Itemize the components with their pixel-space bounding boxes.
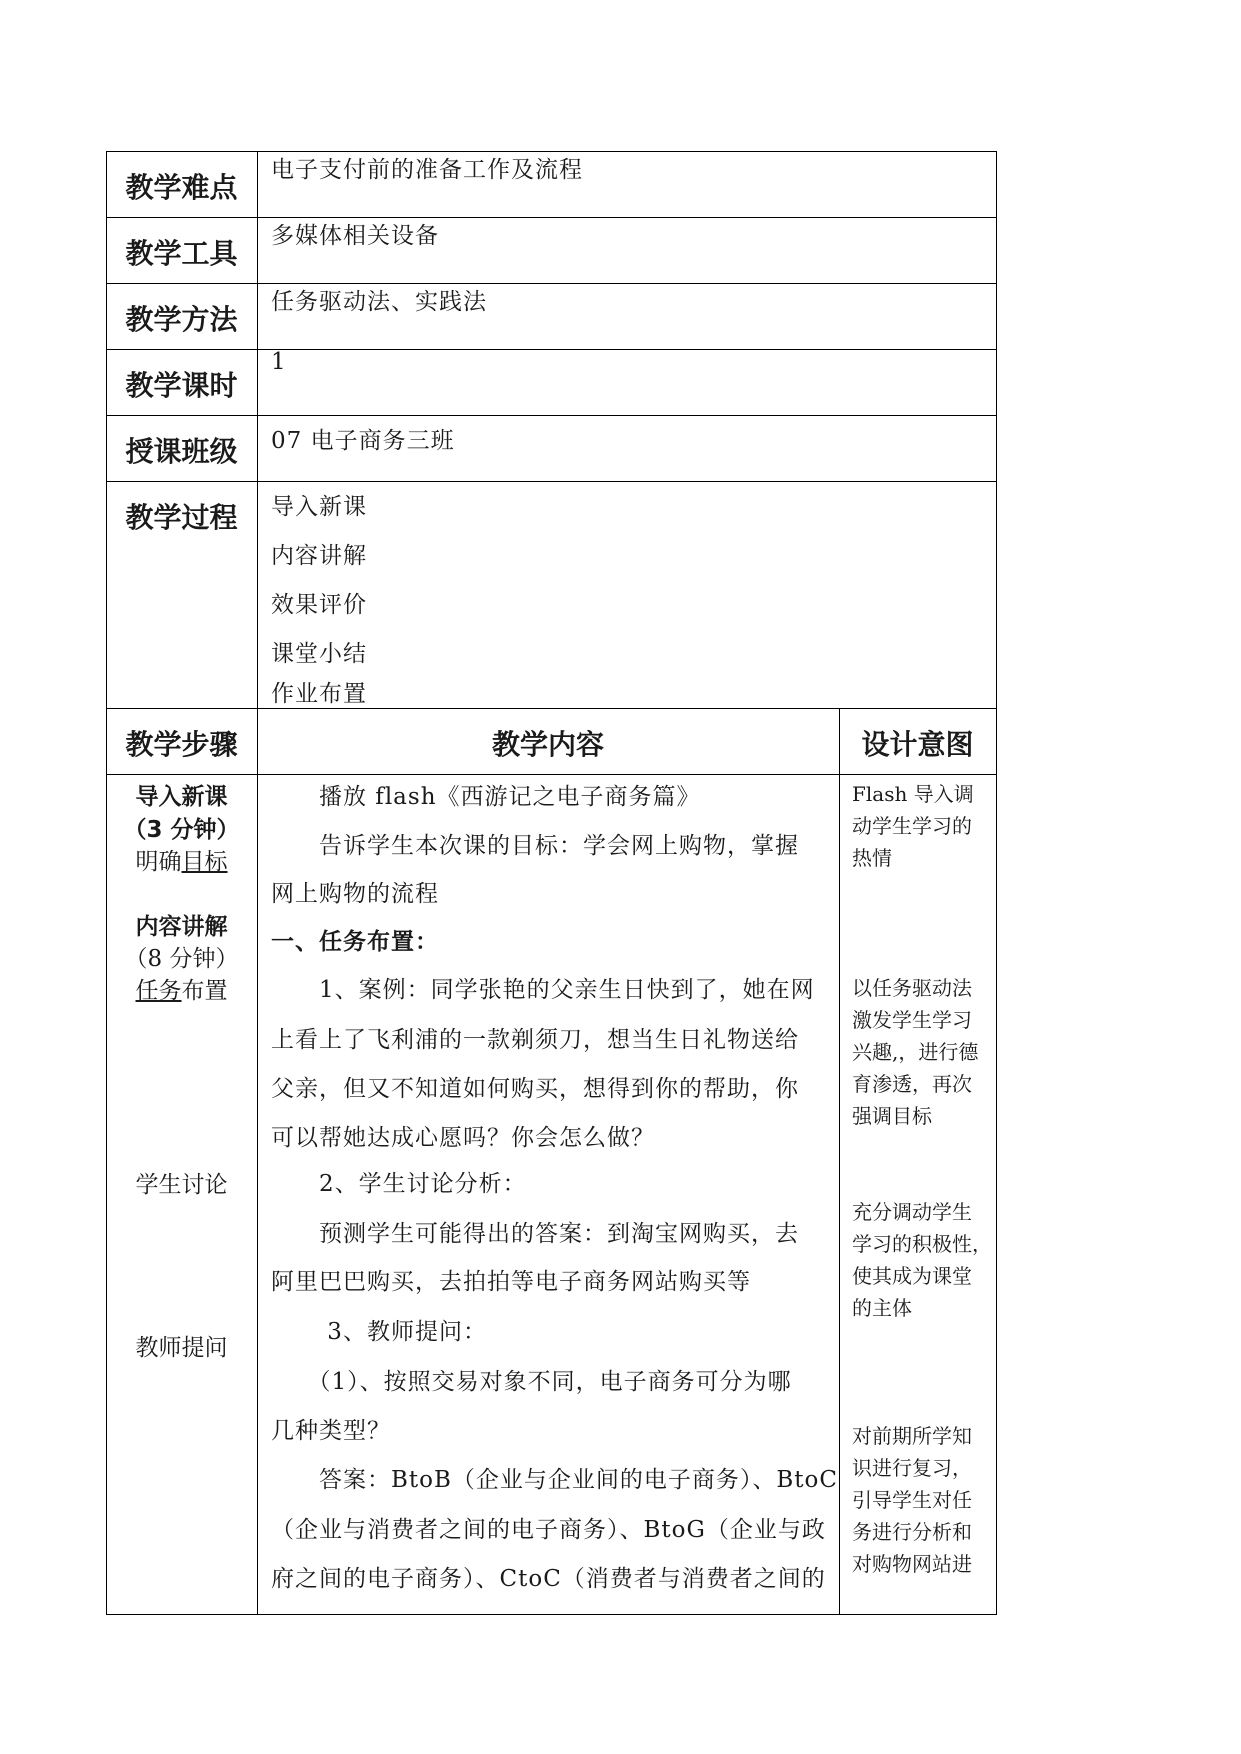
design-note-line: 兴趣,，进行德 [852,1040,979,1064]
column-divider [257,151,258,1615]
design-note-line: 使其成为课堂 [852,1264,972,1288]
row-divider [106,415,997,416]
design-note-line: 对前期所学知 [852,1424,972,1448]
step-explain-task [106,972,257,1005]
content-line: 上看上了飞利浦的一款剃须刀，想当生日礼物送给 [271,1027,799,1053]
content-line: 阿里巴巴购买，去拍拍等电子商务网站购买等 [271,1269,751,1295]
design-note-line: 育渗透，再次 [852,1072,972,1096]
lesson-plan-table [106,151,997,1615]
design-note [852,972,992,1132]
design-note-line: 以任务驱动法 [852,976,972,1000]
step-ask: 教师提问 [135,1335,228,1361]
row-divider [106,774,997,775]
content-line: 1、案例：同学张艳的父亲生日快到了，她在网 [271,977,815,1003]
design-note-line: Flash 导入调 [852,782,974,806]
step-intro-goal-underlined: 目标 [181,849,228,875]
content-line: 父亲，但又不知道如何购买，想得到你的帮助，你 [271,1076,799,1102]
content-line: 答案：BtoB（企业与企业间的电子商务）、BtoC [271,1467,838,1493]
step-intro-goal [106,843,257,876]
content-line: （1）、按照交易对象不同，电子商务可分为哪 [271,1369,792,1395]
content-line: 府之间的电子商务）、CtoC（消费者与消费者之间的 [271,1566,826,1592]
design-note [852,778,992,874]
row-label-process: 教学过程 [125,501,238,534]
row-value-method: 任务驱动法、实践法 [271,289,487,315]
header-content: 教学内容 [491,728,604,761]
process-item: 效果评价 [271,592,367,618]
step-intro-goal-prefix: 明确 [135,849,182,875]
row-value-class: 07 电子商务三班 [271,428,455,454]
row-divider [106,349,997,350]
step-explain-title: 内容讲解 [135,914,228,940]
design-note-line: 学习的积极性， [852,1232,992,1256]
process-item: 课堂小结 [271,641,367,667]
design-note-line: 强调目标 [852,1104,932,1128]
design-note-line: 激发学生学习 [852,1008,972,1032]
design-note [852,1196,992,1324]
content-line: 播放 flash《西游记之电子商务篇》 [271,784,701,810]
process-item: 内容讲解 [271,543,367,569]
design-note-line: 识进行复习， [852,1456,972,1480]
step-explain-task-underlined: 任务 [135,978,182,1004]
step-explain-time: （8 分钟） [124,946,239,972]
table-border-bottom [106,1614,997,1615]
content-line: 2、学生讨论分析： [271,1171,527,1197]
design-note-line: 动学生学习的 [852,814,972,838]
design-note-line: 热情 [852,846,892,870]
row-label-hours: 教学课时 [125,369,238,402]
row-value-hours: 1 [271,349,287,375]
design-note-line: 的主体 [852,1296,912,1320]
design-note [852,1420,992,1580]
step-intro-time: （3 分钟） [123,817,240,843]
row-divider [106,481,997,482]
process-item: 作业布置 [271,681,367,707]
content-line: 可以帮她达成心愿吗？你会怎么做？ [271,1125,655,1151]
step-explain-task-suffix: 布置 [181,978,228,1004]
row-value-tools: 多媒体相关设备 [271,223,439,249]
row-divider [106,217,997,218]
design-note-line: 引导学生对任 [852,1488,972,1512]
content-section-heading: 一、任务布置： [271,929,439,955]
content-line: （企业与消费者之间的电子商务）、BtoG（企业与政 [271,1517,826,1543]
row-label-method: 教学方法 [125,303,238,336]
row-label-difficulty: 教学难点 [125,171,238,204]
content-line: 几种类型？ [271,1418,391,1444]
header-steps: 教学步骤 [125,728,238,761]
step-intro-title: 导入新课 [135,784,228,810]
design-note-line: 务进行分析和 [852,1520,972,1544]
design-note-line: 对购物网站进 [852,1552,972,1576]
process-item: 导入新课 [271,494,367,520]
row-value-difficulty: 电子支付前的准备工作及流程 [271,157,583,183]
step-discuss: 学生讨论 [135,1172,228,1198]
row-label-tools: 教学工具 [125,237,238,270]
table-border-right [996,151,997,1615]
content-line: 预测学生可能得出的答案：到淘宝网购买，去 [271,1221,799,1247]
header-design: 设计意图 [861,728,974,761]
design-note-line: 充分调动学生 [852,1200,972,1224]
content-line: 网上购物的流程 [271,881,439,907]
row-divider [106,708,997,709]
row-divider [106,283,997,284]
content-line: 告诉学生本次课的目标：学会网上购物，掌握 [271,833,799,859]
content-line: 3、教师提问： [271,1319,487,1345]
row-label-class: 授课班级 [125,435,238,468]
